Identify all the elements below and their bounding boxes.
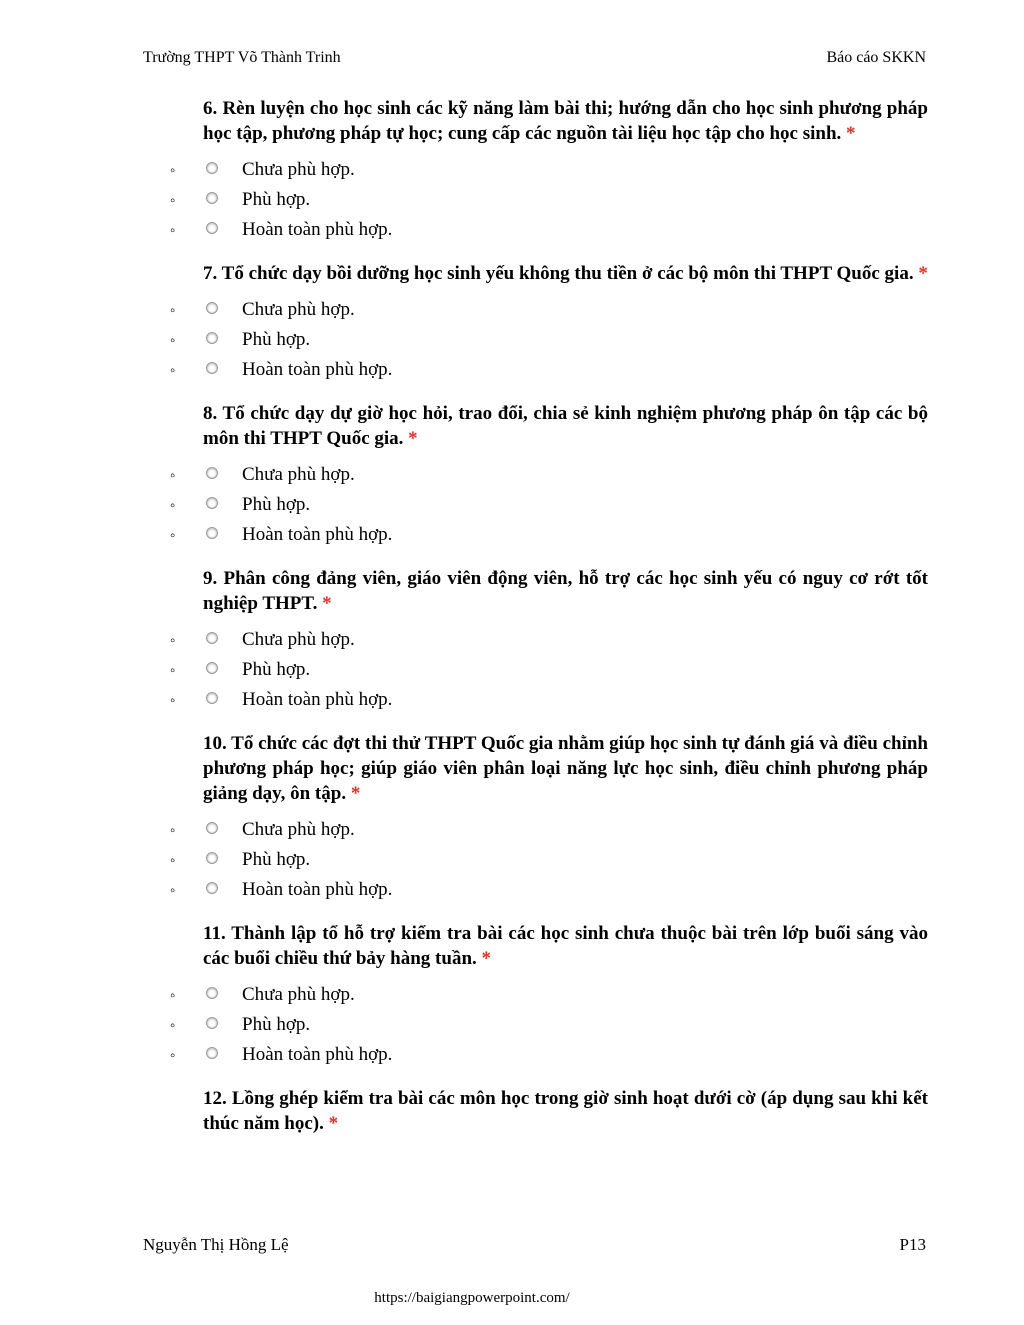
- option-label: Hoàn toàn phù hợp.: [242, 879, 393, 900]
- bullet-icon: ◦: [170, 1018, 176, 1034]
- question-label: 6. Rèn luyện cho học sinh các kỹ năng làm bài thi; hướng dẫn cho học sinh phương pháp học tập, phương pháp tự học; cung cấp các nguồn tài liệu học tập cho học sinh.: [203, 98, 928, 144]
- option-list: [0, 982, 1024, 1072]
- radio-button-icon[interactable]: [206, 332, 218, 344]
- question-label: 10. Tổ chức các đợt thi thử THPT Quốc gia nhằm giúp học sinh tự đánh giá và điều chỉnh phương pháp học; giúp giáo viên phân loại năng lực học sinh, điều chỉnh phương pháp giảng dạy, ôn tập.: [203, 733, 928, 804]
- option-item[interactable]: [0, 492, 1024, 522]
- header-school: Trường THPT Võ Thành Trinh: [143, 49, 341, 66]
- question-label: 8. Tổ chức dạy dự giờ học hỏi, trao đổi, chia sẻ kinh nghiệm phương pháp ôn tập các bộ môn thi THPT Quốc gia.: [203, 403, 928, 449]
- radio-button-icon[interactable]: [206, 987, 218, 999]
- radio-button-icon[interactable]: [206, 1017, 218, 1029]
- required-asterisk: *: [350, 783, 361, 804]
- bullet-icon: ◦: [170, 633, 176, 649]
- question-text: [203, 731, 928, 806]
- option-list: [0, 817, 1024, 907]
- required-asterisk: *: [322, 593, 332, 614]
- option-label: Hoàn toàn phù hợp.: [242, 219, 393, 240]
- radio-button-icon[interactable]: [206, 362, 218, 374]
- option-item[interactable]: [0, 327, 1024, 357]
- bullet-icon: ◦: [170, 528, 176, 544]
- option-label: Phù hợp.: [242, 494, 311, 515]
- survey-content: [0, 96, 1024, 1136]
- option-label: Phù hợp.: [242, 189, 311, 210]
- radio-button-icon[interactable]: [206, 632, 218, 644]
- option-item[interactable]: [0, 522, 1024, 552]
- option-list: [0, 157, 1024, 247]
- option-label: Chưa phù hợp.: [242, 629, 355, 650]
- bullet-icon: ◦: [170, 823, 176, 839]
- bullet-icon: ◦: [170, 223, 176, 239]
- footer-url: https://baigiangpowerpoint.com/: [374, 1290, 570, 1306]
- question-label: 9. Phân công đảng viên, giáo viên động viên, hỗ trợ các học sinh yếu có nguy cơ rớt tốt nghiệp THPT.: [203, 568, 928, 614]
- question-text: [203, 1086, 928, 1136]
- question-label: 12. Lồng ghép kiểm tra bài các môn học trong giờ sinh hoạt dưới cờ (áp dụng sau khi kết thúc năm học).: [203, 1088, 928, 1134]
- radio-button-icon[interactable]: [206, 497, 218, 509]
- option-label: Hoàn toàn phù hợp.: [242, 689, 393, 710]
- footer-page-number: P13: [899, 1235, 926, 1254]
- option-list: [0, 627, 1024, 717]
- bullet-icon: ◦: [170, 663, 176, 679]
- radio-button-icon[interactable]: [206, 527, 218, 539]
- radio-button-icon[interactable]: [206, 222, 218, 234]
- required-asterisk: *: [481, 948, 492, 969]
- bullet-icon: ◦: [170, 693, 176, 709]
- option-label: Hoàn toàn phù hợp.: [242, 359, 393, 380]
- bullet-icon: ◦: [170, 1048, 176, 1064]
- required-asterisk: *: [846, 123, 856, 144]
- radio-button-icon[interactable]: [206, 692, 218, 704]
- bullet-icon: ◦: [170, 193, 176, 209]
- option-item[interactable]: [0, 157, 1024, 187]
- required-asterisk: *: [918, 263, 928, 284]
- radio-button-icon[interactable]: [206, 467, 218, 479]
- bullet-icon: ◦: [170, 163, 176, 179]
- option-item[interactable]: [0, 297, 1024, 327]
- radio-button-icon[interactable]: [206, 162, 218, 174]
- required-asterisk: *: [328, 1113, 339, 1134]
- question-text: [203, 96, 928, 146]
- option-item[interactable]: [0, 982, 1024, 1012]
- option-item[interactable]: [0, 627, 1024, 657]
- option-item[interactable]: [0, 1012, 1024, 1042]
- option-label: Phù hợp.: [242, 329, 311, 350]
- radio-button-icon[interactable]: [206, 662, 218, 674]
- option-item[interactable]: [0, 462, 1024, 492]
- option-list: [0, 297, 1024, 387]
- radio-button-icon[interactable]: [206, 882, 218, 894]
- option-item[interactable]: [0, 187, 1024, 217]
- option-label: Phù hợp.: [242, 1014, 311, 1035]
- required-asterisk: *: [408, 428, 418, 449]
- header-report: Báo cáo SKKN: [826, 49, 926, 66]
- option-label: Hoàn toàn phù hợp.: [242, 1044, 393, 1065]
- radio-button-icon[interactable]: [206, 822, 218, 834]
- option-label: Chưa phù hợp.: [242, 819, 355, 840]
- option-item[interactable]: [0, 817, 1024, 847]
- option-label: Chưa phù hợp.: [242, 299, 355, 320]
- option-label: Chưa phù hợp.: [242, 464, 355, 485]
- radio-button-icon[interactable]: [206, 852, 218, 864]
- question-text: [203, 566, 928, 616]
- bullet-icon: ◦: [170, 853, 176, 869]
- option-label: Hoàn toàn phù hợp.: [242, 524, 393, 545]
- footer-author: Nguyễn Thị Hồng Lệ: [143, 1235, 289, 1254]
- question-label: 7. Tổ chức dạy bồi dưỡng học sinh yếu không thu tiền ở các bộ môn thi THPT Quốc gia.: [203, 263, 914, 284]
- option-list: [0, 462, 1024, 552]
- bullet-icon: ◦: [170, 468, 176, 484]
- question-text: [203, 261, 928, 286]
- bullet-icon: ◦: [170, 883, 176, 899]
- question-text: [203, 401, 928, 451]
- option-label: Chưa phù hợp.: [242, 159, 355, 180]
- bullet-icon: ◦: [170, 303, 176, 319]
- option-item[interactable]: [0, 877, 1024, 907]
- bullet-icon: ◦: [170, 988, 176, 1004]
- radio-button-icon[interactable]: [206, 1047, 218, 1059]
- question-text: [203, 921, 928, 971]
- option-label: Chưa phù hợp.: [242, 984, 355, 1005]
- question-label: 11. Thành lập tổ hỗ trợ kiểm tra bài các học sinh chưa thuộc bài trên lớp buổi sáng vào các buổi chiều thứ bảy hàng tuần.: [203, 923, 928, 969]
- bullet-icon: ◦: [170, 498, 176, 514]
- option-item[interactable]: [0, 657, 1024, 687]
- option-item[interactable]: [0, 847, 1024, 877]
- radio-button-icon[interactable]: [206, 302, 218, 314]
- bullet-icon: ◦: [170, 333, 176, 349]
- option-item[interactable]: [0, 687, 1024, 717]
- option-label: Phù hợp.: [242, 659, 311, 680]
- bullet-icon: ◦: [170, 363, 176, 379]
- option-label: Phù hợp.: [242, 849, 311, 870]
- option-item[interactable]: [0, 357, 1024, 387]
- option-item[interactable]: [0, 217, 1024, 247]
- radio-button-icon[interactable]: [206, 192, 218, 204]
- option-item[interactable]: [0, 1042, 1024, 1072]
